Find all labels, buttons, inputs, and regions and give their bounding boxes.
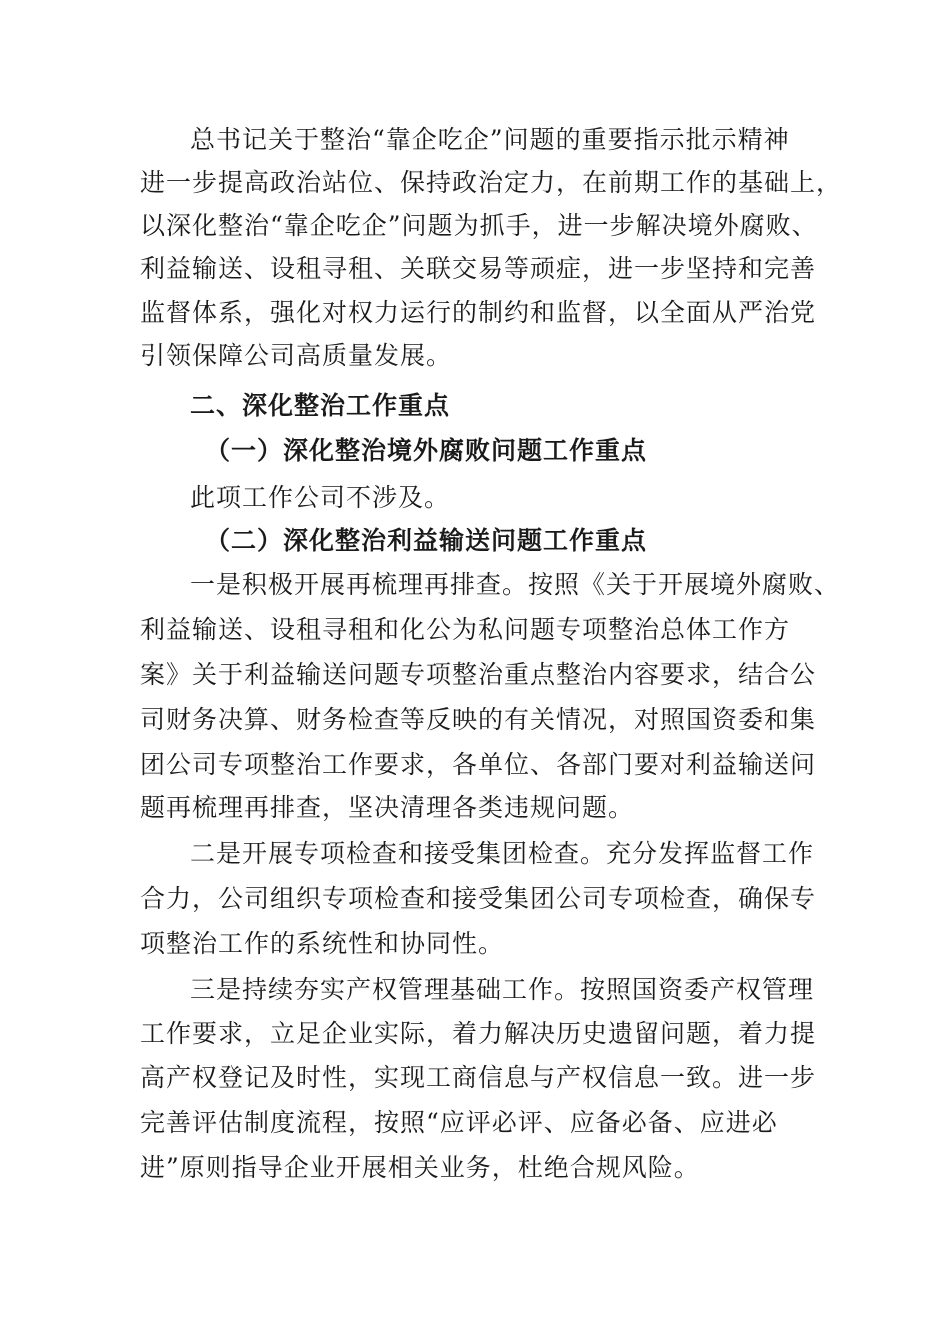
paragraph-4-line-2: 合力，公司组织专项检查和接受集团公司专项检查，确保专 [140, 884, 817, 913]
paragraph-5-line-2: 工作要求，立足企业实际，着力解决历史遗留问题，着力提 [140, 1019, 817, 1048]
paragraph-5-line-3: 高产权登记及时性，实现工商信息与产权信息一致。进一步 [140, 1063, 817, 1092]
paragraph-3-line-3: 案》关于利益输送问题专项整治重点整治内容要求，结合公 [140, 660, 817, 689]
paragraph-1-line-5: 监督体系，强化对权力运行的制约和监督，以全面从严治党 [140, 298, 817, 327]
paragraph-3-line-1: 一是积极开展再梳理再排查。按照《关于开展境外腐败、 [190, 570, 841, 599]
paragraph-4-line-3: 项整治工作的系统性和协同性。 [140, 929, 505, 958]
paragraph-1-line-3: 以深化整治“靠企吃企”问题为抓手，进一步解决境外腐败、 [140, 211, 818, 240]
subsection-heading-1: （一）深化整治境外腐败问题工作重点 [205, 436, 648, 465]
paragraph-5-line-1: 三是持续夯实产权管理基础工作。按照国资委产权管理 [190, 975, 815, 1004]
paragraph-1-line-1: 总书记关于整治“靠企吃企”问题的重要指示批示精神 [190, 125, 790, 154]
paragraph-2-line-1: 此项工作公司不涉及。 [190, 483, 451, 512]
subsection-heading-2: （二）深化整治利益输送问题工作重点 [205, 526, 648, 555]
paragraph-1-line-4: 利益输送、设租寻租、关联交易等顽症，进一步坚持和完善 [140, 254, 817, 283]
paragraph-3-line-6: 题再梳理再排查，坚决清理各类违规问题。 [140, 793, 635, 822]
paragraph-3-line-4: 司财务决算、财务检查等反映的有关情况，对照国资委和集 [140, 705, 817, 734]
paragraph-3-line-2: 利益输送、设租寻租和化公为私问题专项整治总体工作方 [140, 615, 791, 644]
paragraph-4-line-1: 二是开展专项检查和接受集团检查。充分发挥监督工作 [190, 839, 815, 868]
paragraph-1-line-2: 进一步提高政治站位、保持政治定力，在前期工作的基础上， [140, 168, 843, 197]
paragraph-1-line-6: 引领保障公司高质量发展。 [140, 341, 453, 370]
paragraph-3-line-5: 团公司专项整治工作要求，各单位、各部门要对利益输送问 [140, 750, 817, 779]
paragraph-5-line-5: 进”原则指导企业开展相关业务，杜绝合规风险。 [140, 1153, 700, 1182]
paragraph-5-line-4: 完善评估制度流程，按照“应评必评、应备必备、应进必 [140, 1108, 778, 1137]
section-heading: 二、深化整治工作重点 [190, 391, 451, 420]
